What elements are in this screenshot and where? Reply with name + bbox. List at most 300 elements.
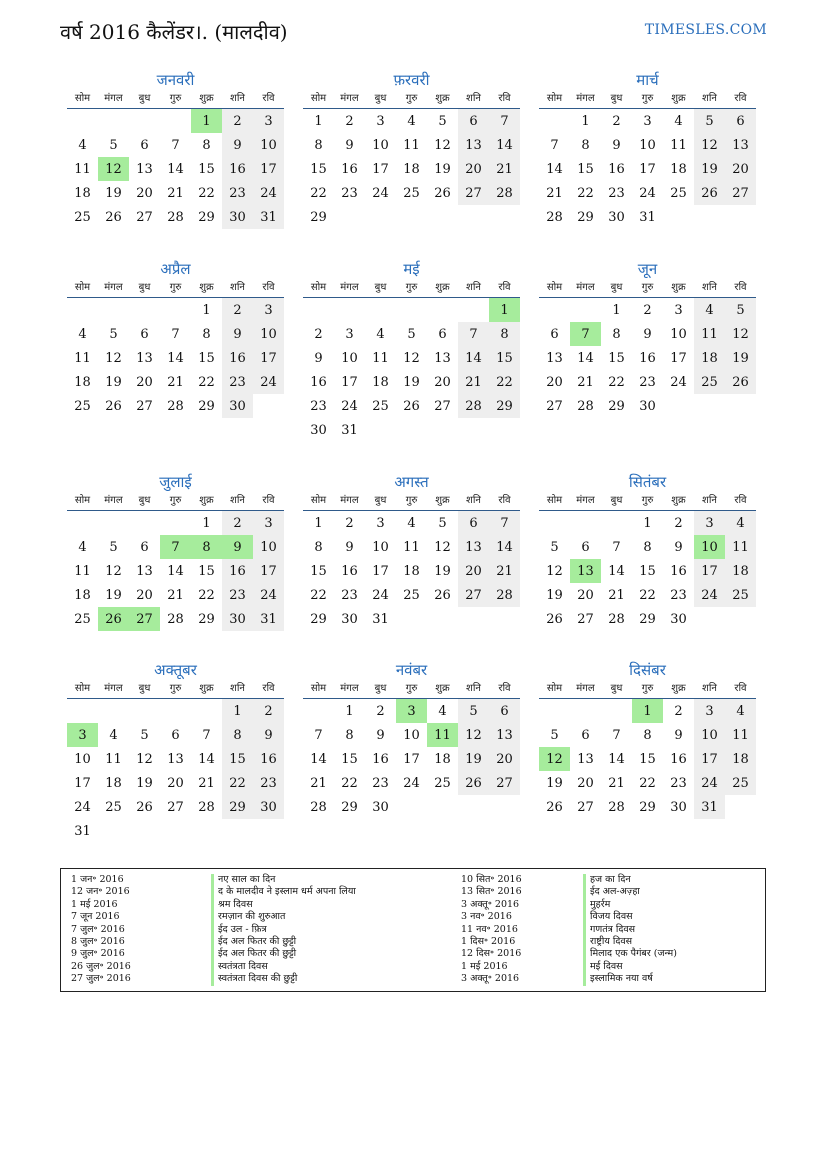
day-cell[interactable]: 24 bbox=[670, 374, 687, 390]
day-cell[interactable]: 14 bbox=[458, 346, 489, 370]
day-cell[interactable]: 3 bbox=[674, 302, 683, 318]
day-cell[interactable]: 25 bbox=[403, 587, 420, 603]
day-cell[interactable]: 11 bbox=[694, 322, 725, 346]
day-cell[interactable]: 9 bbox=[222, 133, 253, 157]
day-cell[interactable]: 2 bbox=[314, 326, 323, 342]
day-cell[interactable]: 19 bbox=[725, 346, 756, 370]
day-cell[interactable]: 2 bbox=[222, 109, 253, 133]
day-cell[interactable]: 16 bbox=[639, 350, 656, 366]
day-cell[interactable]: 25 bbox=[725, 583, 756, 607]
day-cell[interactable]: 19 bbox=[434, 563, 451, 579]
day-cell[interactable]: 27 bbox=[434, 398, 451, 414]
day-cell[interactable]: 31 bbox=[694, 795, 725, 819]
day-cell[interactable]: 23 bbox=[222, 583, 253, 607]
day-cell[interactable]: 6 bbox=[140, 539, 149, 555]
day-cell[interactable]: 18 bbox=[694, 346, 725, 370]
day-cell[interactable]: 3 bbox=[376, 515, 385, 531]
day-cell[interactable]: 11 bbox=[105, 751, 122, 767]
day-cell[interactable]: 25 bbox=[434, 775, 451, 791]
day-cell[interactable]: 21 bbox=[167, 185, 184, 201]
day-cell[interactable]: 15 bbox=[198, 161, 215, 177]
day-cell[interactable]: 27 bbox=[136, 398, 153, 414]
day-cell[interactable]: 6 bbox=[725, 109, 756, 133]
day-cell[interactable]: 21 bbox=[577, 374, 594, 390]
day-cell[interactable]: 29 bbox=[310, 209, 327, 225]
day-cell[interactable]: 18 bbox=[403, 161, 420, 177]
day-cell[interactable]: 4 bbox=[438, 703, 447, 719]
day-cell[interactable]: 16 bbox=[372, 751, 389, 767]
day-cell[interactable]: 19 bbox=[403, 374, 420, 390]
day-cell[interactable]: 5 bbox=[550, 539, 559, 555]
day-cell[interactable]: 6 bbox=[140, 326, 149, 342]
day-cell[interactable]: 16 bbox=[670, 563, 687, 579]
day-cell[interactable]: 25 bbox=[372, 398, 389, 414]
day-cell[interactable]: 18 bbox=[372, 374, 389, 390]
day-cell[interactable]: 23 bbox=[310, 398, 327, 414]
day-cell[interactable]: 4 bbox=[78, 137, 87, 153]
day-cell[interactable]: 17 bbox=[670, 350, 687, 366]
day-cell[interactable]: 15 bbox=[577, 161, 594, 177]
day-cell[interactable]: 5 bbox=[725, 298, 756, 322]
day-cell[interactable]: 24 bbox=[253, 583, 284, 607]
day-cell[interactable]: 7 bbox=[489, 109, 520, 133]
day-cell[interactable]: 22 bbox=[341, 775, 358, 791]
day-cell[interactable]: 29 bbox=[198, 209, 215, 225]
holiday-day-cell[interactable]: 11 bbox=[427, 723, 458, 747]
day-cell[interactable]: 23 bbox=[372, 775, 389, 791]
day-cell[interactable]: 15 bbox=[198, 350, 215, 366]
day-cell[interactable]: 30 bbox=[253, 795, 284, 819]
day-cell[interactable]: 20 bbox=[167, 775, 184, 791]
day-cell[interactable]: 18 bbox=[105, 775, 122, 791]
day-cell[interactable]: 22 bbox=[198, 587, 215, 603]
day-cell[interactable]: 12 bbox=[136, 751, 153, 767]
day-cell[interactable]: 23 bbox=[222, 181, 253, 205]
day-cell[interactable]: 14 bbox=[489, 535, 520, 559]
day-cell[interactable]: 23 bbox=[639, 374, 656, 390]
day-cell[interactable]: 7 bbox=[489, 511, 520, 535]
day-cell[interactable]: 6 bbox=[550, 326, 559, 342]
day-cell[interactable]: 31 bbox=[253, 205, 284, 229]
day-cell[interactable]: 2 bbox=[376, 703, 385, 719]
day-cell[interactable]: 3 bbox=[253, 298, 284, 322]
day-cell[interactable]: 26 bbox=[694, 181, 725, 205]
day-cell[interactable]: 24 bbox=[74, 799, 91, 815]
day-cell[interactable]: 28 bbox=[198, 799, 215, 815]
day-cell[interactable]: 29 bbox=[577, 209, 594, 225]
day-cell[interactable]: 28 bbox=[577, 398, 594, 414]
day-cell[interactable]: 8 bbox=[643, 727, 652, 743]
day-cell[interactable]: 16 bbox=[253, 747, 284, 771]
day-cell[interactable]: 11 bbox=[74, 563, 91, 579]
day-cell[interactable]: 3 bbox=[253, 109, 284, 133]
day-cell[interactable]: 3 bbox=[694, 699, 725, 723]
day-cell[interactable]: 11 bbox=[670, 137, 687, 153]
day-cell[interactable]: 2 bbox=[612, 113, 621, 129]
day-cell[interactable]: 5 bbox=[109, 137, 118, 153]
day-cell[interactable]: 10 bbox=[694, 723, 725, 747]
day-cell[interactable]: 21 bbox=[458, 370, 489, 394]
day-cell[interactable]: 6 bbox=[489, 699, 520, 723]
day-cell[interactable]: 4 bbox=[376, 326, 385, 342]
day-cell[interactable]: 15 bbox=[489, 346, 520, 370]
day-cell[interactable]: 28 bbox=[167, 611, 184, 627]
day-cell[interactable]: 14 bbox=[489, 133, 520, 157]
day-cell[interactable]: 6 bbox=[581, 539, 590, 555]
day-cell[interactable]: 5 bbox=[140, 727, 149, 743]
day-cell[interactable]: 4 bbox=[407, 113, 416, 129]
day-cell[interactable]: 20 bbox=[489, 747, 520, 771]
day-cell[interactable]: 17 bbox=[253, 157, 284, 181]
day-cell[interactable]: 26 bbox=[434, 185, 451, 201]
day-cell[interactable]: 14 bbox=[546, 161, 563, 177]
day-cell[interactable]: 30 bbox=[372, 799, 389, 815]
holiday-day-cell[interactable]: 12 bbox=[98, 157, 129, 181]
day-cell[interactable]: 23 bbox=[341, 185, 358, 201]
day-cell[interactable]: 14 bbox=[310, 751, 327, 767]
day-cell[interactable]: 26 bbox=[105, 209, 122, 225]
day-cell[interactable]: 16 bbox=[341, 161, 358, 177]
day-cell[interactable]: 24 bbox=[372, 185, 389, 201]
day-cell[interactable]: 24 bbox=[253, 181, 284, 205]
day-cell[interactable]: 15 bbox=[198, 563, 215, 579]
day-cell[interactable]: 19 bbox=[105, 185, 122, 201]
day-cell[interactable]: 27 bbox=[167, 799, 184, 815]
day-cell[interactable]: 23 bbox=[341, 587, 358, 603]
day-cell[interactable]: 22 bbox=[639, 775, 656, 791]
day-cell[interactable]: 8 bbox=[345, 727, 354, 743]
day-cell[interactable]: 11 bbox=[725, 723, 756, 747]
day-cell[interactable]: 17 bbox=[253, 559, 284, 583]
day-cell[interactable]: 31 bbox=[639, 209, 656, 225]
day-cell[interactable]: 7 bbox=[314, 727, 323, 743]
holiday-day-cell[interactable]: 7 bbox=[160, 535, 191, 559]
day-cell[interactable]: 24 bbox=[694, 583, 725, 607]
day-cell[interactable]: 2 bbox=[345, 515, 354, 531]
day-cell[interactable]: 17 bbox=[694, 747, 725, 771]
day-cell[interactable]: 27 bbox=[577, 611, 594, 627]
holiday-day-cell[interactable]: 13 bbox=[570, 559, 601, 583]
day-cell[interactable]: 20 bbox=[136, 185, 153, 201]
day-cell[interactable]: 28 bbox=[458, 394, 489, 418]
day-cell[interactable]: 16 bbox=[670, 751, 687, 767]
day-cell[interactable]: 5 bbox=[438, 515, 447, 531]
day-cell[interactable]: 23 bbox=[222, 370, 253, 394]
day-cell[interactable]: 28 bbox=[546, 209, 563, 225]
day-cell[interactable]: 16 bbox=[608, 161, 625, 177]
day-cell[interactable]: 10 bbox=[403, 727, 420, 743]
day-cell[interactable]: 18 bbox=[74, 185, 91, 201]
day-cell[interactable]: 9 bbox=[674, 539, 683, 555]
day-cell[interactable]: 30 bbox=[310, 422, 327, 438]
day-cell[interactable]: 3 bbox=[345, 326, 354, 342]
day-cell[interactable]: 15 bbox=[639, 751, 656, 767]
day-cell[interactable]: 25 bbox=[694, 370, 725, 394]
holiday-day-cell[interactable]: 27 bbox=[129, 607, 160, 631]
day-cell[interactable]: 4 bbox=[78, 539, 87, 555]
day-cell[interactable]: 3 bbox=[694, 511, 725, 535]
day-cell[interactable]: 2 bbox=[222, 511, 253, 535]
day-cell[interactable]: 2 bbox=[253, 699, 284, 723]
day-cell[interactable]: 20 bbox=[136, 374, 153, 390]
day-cell[interactable]: 26 bbox=[105, 398, 122, 414]
day-cell[interactable]: 7 bbox=[612, 539, 621, 555]
day-cell[interactable]: 8 bbox=[202, 137, 211, 153]
day-cell[interactable]: 19 bbox=[546, 587, 563, 603]
day-cell[interactable]: 13 bbox=[725, 133, 756, 157]
day-cell[interactable]: 2 bbox=[643, 302, 652, 318]
day-cell[interactable]: 30 bbox=[670, 611, 687, 627]
day-cell[interactable]: 19 bbox=[105, 374, 122, 390]
day-cell[interactable]: 9 bbox=[345, 137, 354, 153]
holiday-day-cell[interactable]: 1 bbox=[632, 699, 663, 723]
day-cell[interactable]: 30 bbox=[639, 398, 656, 414]
day-cell[interactable]: 19 bbox=[434, 161, 451, 177]
day-cell[interactable]: 4 bbox=[674, 113, 683, 129]
day-cell[interactable]: 2 bbox=[345, 113, 354, 129]
day-cell[interactable]: 29 bbox=[489, 394, 520, 418]
day-cell[interactable]: 12 bbox=[105, 563, 122, 579]
day-cell[interactable]: 23 bbox=[608, 185, 625, 201]
day-cell[interactable]: 20 bbox=[577, 587, 594, 603]
day-cell[interactable]: 26 bbox=[434, 587, 451, 603]
day-cell[interactable]: 9 bbox=[253, 723, 284, 747]
day-cell[interactable]: 14 bbox=[577, 350, 594, 366]
day-cell[interactable]: 24 bbox=[253, 370, 284, 394]
day-cell[interactable]: 25 bbox=[670, 185, 687, 201]
day-cell[interactable]: 1 bbox=[345, 703, 354, 719]
day-cell[interactable]: 1 bbox=[581, 113, 590, 129]
day-cell[interactable]: 31 bbox=[74, 823, 91, 839]
day-cell[interactable]: 10 bbox=[372, 137, 389, 153]
day-cell[interactable]: 29 bbox=[198, 611, 215, 627]
day-cell[interactable]: 19 bbox=[105, 587, 122, 603]
day-cell[interactable]: 29 bbox=[341, 799, 358, 815]
day-cell[interactable]: 17 bbox=[253, 346, 284, 370]
day-cell[interactable]: 29 bbox=[310, 611, 327, 627]
holiday-day-cell[interactable]: 26 bbox=[98, 607, 129, 631]
day-cell[interactable]: 1 bbox=[202, 302, 211, 318]
day-cell[interactable]: 11 bbox=[403, 539, 420, 555]
holiday-day-cell[interactable]: 7 bbox=[570, 322, 601, 346]
day-cell[interactable]: 14 bbox=[167, 161, 184, 177]
day-cell[interactable]: 13 bbox=[577, 751, 594, 767]
day-cell[interactable]: 4 bbox=[78, 326, 87, 342]
day-cell[interactable]: 24 bbox=[639, 185, 656, 201]
day-cell[interactable]: 18 bbox=[670, 161, 687, 177]
day-cell[interactable]: 16 bbox=[310, 374, 327, 390]
day-cell[interactable]: 22 bbox=[608, 374, 625, 390]
day-cell[interactable]: 23 bbox=[670, 587, 687, 603]
day-cell[interactable]: 21 bbox=[310, 775, 327, 791]
site-link[interactable]: TIMESLES.COM bbox=[644, 22, 767, 38]
day-cell[interactable]: 27 bbox=[136, 209, 153, 225]
day-cell[interactable]: 22 bbox=[577, 185, 594, 201]
day-cell[interactable]: 24 bbox=[694, 771, 725, 795]
day-cell[interactable]: 19 bbox=[694, 157, 725, 181]
day-cell[interactable]: 12 bbox=[403, 350, 420, 366]
day-cell[interactable]: 9 bbox=[314, 350, 323, 366]
day-cell[interactable]: 6 bbox=[438, 326, 447, 342]
day-cell[interactable]: 18 bbox=[74, 587, 91, 603]
day-cell[interactable]: 5 bbox=[694, 109, 725, 133]
day-cell[interactable]: 7 bbox=[202, 727, 211, 743]
day-cell[interactable]: 10 bbox=[341, 350, 358, 366]
day-cell[interactable]: 28 bbox=[608, 611, 625, 627]
day-cell[interactable]: 15 bbox=[639, 563, 656, 579]
day-cell[interactable]: 1 bbox=[202, 515, 211, 531]
day-cell[interactable]: 1 bbox=[643, 515, 652, 531]
day-cell[interactable]: 24 bbox=[403, 775, 420, 791]
day-cell[interactable]: 21 bbox=[198, 775, 215, 791]
day-cell[interactable]: 13 bbox=[136, 161, 153, 177]
day-cell[interactable]: 30 bbox=[341, 611, 358, 627]
day-cell[interactable]: 12 bbox=[546, 563, 563, 579]
holiday-day-cell[interactable]: 1 bbox=[191, 109, 222, 133]
day-cell[interactable]: 17 bbox=[403, 751, 420, 767]
day-cell[interactable]: 12 bbox=[434, 539, 451, 555]
day-cell[interactable]: 27 bbox=[458, 583, 489, 607]
day-cell[interactable]: 18 bbox=[74, 374, 91, 390]
day-cell[interactable]: 28 bbox=[167, 209, 184, 225]
day-cell[interactable]: 14 bbox=[167, 563, 184, 579]
day-cell[interactable]: 26 bbox=[546, 799, 563, 815]
day-cell[interactable]: 5 bbox=[407, 326, 416, 342]
day-cell[interactable]: 6 bbox=[458, 511, 489, 535]
day-cell[interactable]: 9 bbox=[376, 727, 385, 743]
day-cell[interactable]: 16 bbox=[222, 157, 253, 181]
day-cell[interactable]: 19 bbox=[458, 747, 489, 771]
day-cell[interactable]: 20 bbox=[546, 374, 563, 390]
day-cell[interactable]: 27 bbox=[489, 771, 520, 795]
day-cell[interactable]: 11 bbox=[372, 350, 389, 366]
day-cell[interactable]: 5 bbox=[109, 539, 118, 555]
day-cell[interactable]: 30 bbox=[608, 209, 625, 225]
day-cell[interactable]: 21 bbox=[167, 587, 184, 603]
day-cell[interactable]: 3 bbox=[253, 511, 284, 535]
day-cell[interactable]: 30 bbox=[670, 799, 687, 815]
day-cell[interactable]: 20 bbox=[577, 775, 594, 791]
day-cell[interactable]: 7 bbox=[171, 137, 180, 153]
day-cell[interactable]: 11 bbox=[74, 161, 91, 177]
day-cell[interactable]: 12 bbox=[694, 133, 725, 157]
day-cell[interactable]: 18 bbox=[434, 751, 451, 767]
day-cell[interactable]: 21 bbox=[489, 157, 520, 181]
day-cell[interactable]: 21 bbox=[546, 185, 563, 201]
day-cell[interactable]: 9 bbox=[222, 322, 253, 346]
day-cell[interactable]: 30 bbox=[222, 607, 253, 631]
day-cell[interactable]: 28 bbox=[489, 181, 520, 205]
day-cell[interactable]: 26 bbox=[725, 370, 756, 394]
day-cell[interactable]: 20 bbox=[458, 157, 489, 181]
day-cell[interactable]: 22 bbox=[489, 370, 520, 394]
day-cell[interactable]: 10 bbox=[639, 137, 656, 153]
day-cell[interactable]: 7 bbox=[612, 727, 621, 743]
day-cell[interactable]: 10 bbox=[253, 133, 284, 157]
day-cell[interactable]: 1 bbox=[314, 113, 323, 129]
holiday-day-cell[interactable]: 3 bbox=[396, 699, 427, 723]
day-cell[interactable]: 17 bbox=[372, 563, 389, 579]
day-cell[interactable]: 14 bbox=[167, 350, 184, 366]
day-cell[interactable]: 17 bbox=[694, 559, 725, 583]
day-cell[interactable]: 2 bbox=[222, 298, 253, 322]
day-cell[interactable]: 16 bbox=[222, 346, 253, 370]
day-cell[interactable]: 18 bbox=[725, 747, 756, 771]
day-cell[interactable]: 25 bbox=[725, 771, 756, 795]
day-cell[interactable]: 31 bbox=[341, 422, 358, 438]
day-cell[interactable]: 9 bbox=[345, 539, 354, 555]
day-cell[interactable]: 25 bbox=[74, 398, 91, 414]
day-cell[interactable]: 29 bbox=[198, 398, 215, 414]
day-cell[interactable]: 20 bbox=[434, 374, 451, 390]
day-cell[interactable]: 17 bbox=[372, 161, 389, 177]
day-cell[interactable]: 4 bbox=[407, 515, 416, 531]
day-cell[interactable]: 24 bbox=[341, 398, 358, 414]
day-cell[interactable]: 12 bbox=[725, 322, 756, 346]
day-cell[interactable]: 25 bbox=[74, 209, 91, 225]
day-cell[interactable]: 7 bbox=[458, 322, 489, 346]
day-cell[interactable]: 20 bbox=[458, 559, 489, 583]
day-cell[interactable]: 14 bbox=[608, 563, 625, 579]
day-cell[interactable]: 11 bbox=[725, 535, 756, 559]
day-cell[interactable]: 6 bbox=[458, 109, 489, 133]
day-cell[interactable]: 6 bbox=[140, 137, 149, 153]
day-cell[interactable]: 4 bbox=[725, 699, 756, 723]
day-cell[interactable]: 9 bbox=[674, 727, 683, 743]
day-cell[interactable]: 6 bbox=[171, 727, 180, 743]
day-cell[interactable]: 5 bbox=[438, 113, 447, 129]
holiday-day-cell[interactable]: 3 bbox=[67, 723, 98, 747]
day-cell[interactable]: 15 bbox=[310, 563, 327, 579]
day-cell[interactable]: 1 bbox=[314, 515, 323, 531]
day-cell[interactable]: 27 bbox=[725, 181, 756, 205]
day-cell[interactable]: 20 bbox=[136, 587, 153, 603]
day-cell[interactable]: 30 bbox=[222, 394, 253, 418]
day-cell[interactable]: 14 bbox=[608, 751, 625, 767]
day-cell[interactable]: 17 bbox=[639, 161, 656, 177]
day-cell[interactable]: 29 bbox=[639, 611, 656, 627]
day-cell[interactable]: 28 bbox=[489, 583, 520, 607]
day-cell[interactable]: 11 bbox=[74, 350, 91, 366]
day-cell[interactable]: 21 bbox=[608, 775, 625, 791]
day-cell[interactable]: 10 bbox=[74, 751, 91, 767]
day-cell[interactable]: 18 bbox=[403, 563, 420, 579]
day-cell[interactable]: 20 bbox=[725, 157, 756, 181]
holiday-day-cell[interactable]: 9 bbox=[222, 535, 253, 559]
day-cell[interactable]: 26 bbox=[403, 398, 420, 414]
day-cell[interactable]: 5 bbox=[458, 699, 489, 723]
day-cell[interactable]: 8 bbox=[489, 322, 520, 346]
day-cell[interactable]: 19 bbox=[136, 775, 153, 791]
day-cell[interactable]: 28 bbox=[608, 799, 625, 815]
day-cell[interactable]: 16 bbox=[222, 559, 253, 583]
holiday-day-cell[interactable]: 1 bbox=[489, 298, 520, 322]
day-cell[interactable]: 26 bbox=[458, 771, 489, 795]
day-cell[interactable]: 3 bbox=[643, 113, 652, 129]
day-cell[interactable]: 21 bbox=[608, 587, 625, 603]
day-cell[interactable]: 9 bbox=[612, 137, 621, 153]
day-cell[interactable]: 13 bbox=[458, 535, 489, 559]
day-cell[interactable]: 22 bbox=[310, 587, 327, 603]
day-cell[interactable]: 23 bbox=[253, 771, 284, 795]
day-cell[interactable]: 8 bbox=[581, 137, 590, 153]
day-cell[interactable]: 22 bbox=[198, 185, 215, 201]
day-cell[interactable]: 22 bbox=[198, 374, 215, 390]
day-cell[interactable]: 29 bbox=[222, 795, 253, 819]
day-cell[interactable]: 8 bbox=[314, 539, 323, 555]
day-cell[interactable]: 26 bbox=[546, 611, 563, 627]
day-cell[interactable]: 3 bbox=[376, 113, 385, 129]
